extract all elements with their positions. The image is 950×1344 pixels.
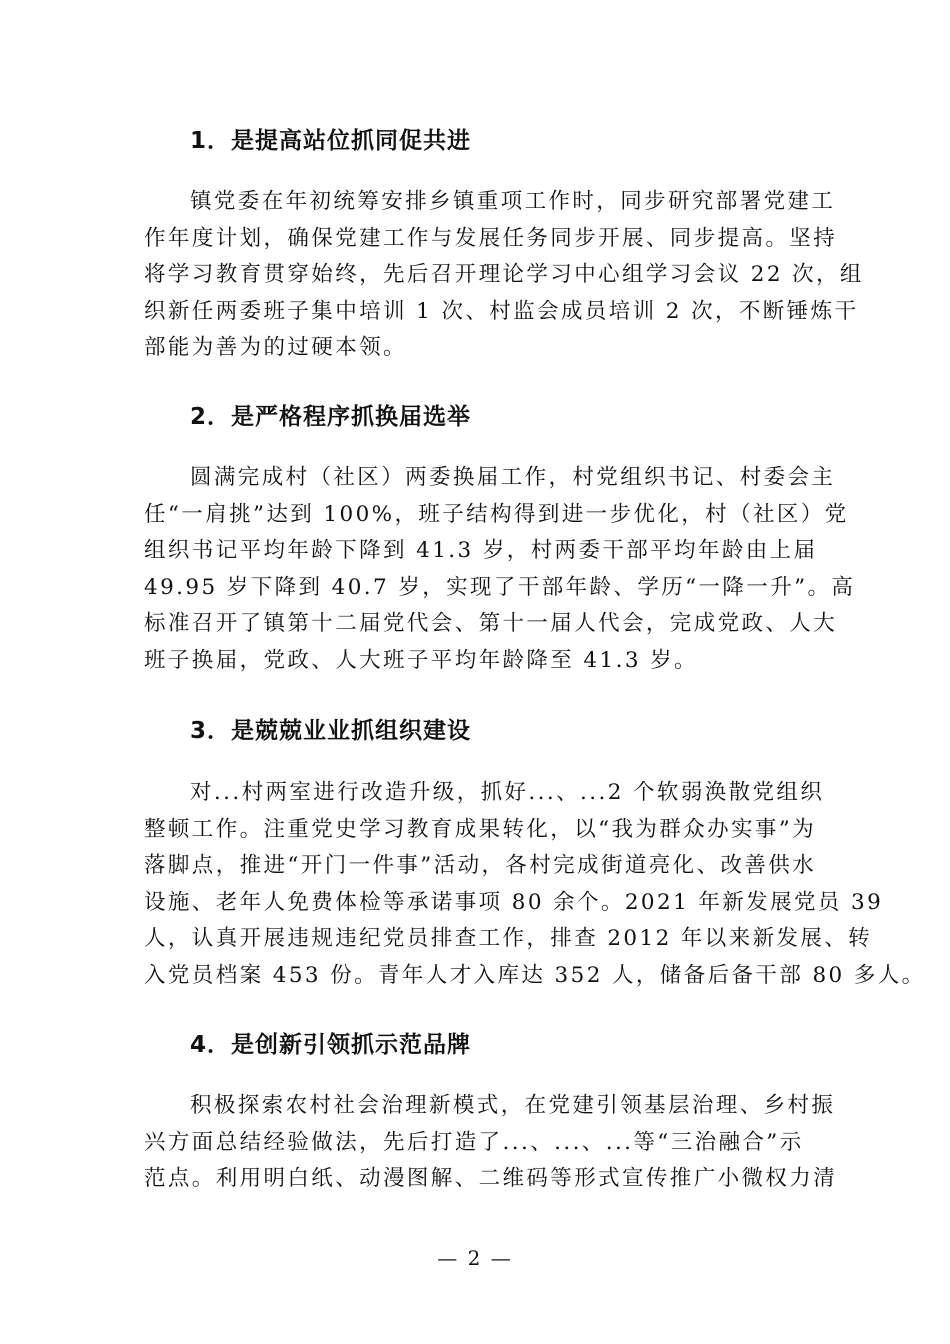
paragraph-line: 任“一肩挑”达到 100%，班子结构得到进一步优化，村（社区）党	[144, 501, 849, 527]
paragraph-line: 人，认真开展违规违纪党员排查工作，排查 2012 年以来新发展、转	[144, 926, 873, 951]
section-heading-4: 4．是创新引领抓示范品牌	[190, 1032, 472, 1058]
paragraph-line: 入党员档案 453 份。青年人才入库达 352 人，储备后备干部 80 多人。	[144, 962, 926, 988]
paragraph-line: 积极探索农村社会治理新模式，在党建引领基层治理、乡村振	[190, 1093, 836, 1118]
section-heading-1: 1．是提高站位抓同促共进	[190, 128, 472, 154]
paragraph-line: 组织书记平均年龄下降到 41.3 岁，村两委干部平均年龄由上届	[144, 538, 818, 563]
paragraph-line: 圆满完成村（社区）两委换届工作，村党组织书记、村委会主	[190, 465, 836, 490]
paragraph-line: 设施、老年人免费体检等承诺事项 80 余个。2021 年新发展党员 39	[144, 889, 884, 915]
paragraph-line: 织新任两委班子集中培训 1 次、村监会成员培训 2 次，不断锤炼干	[144, 298, 859, 324]
paragraph-line: 49.95 岁下降到 40.7 岁，实现了干部年龄、学历“一降一升”。高	[144, 574, 856, 600]
section-paragraph-4	[144, 1088, 838, 1198]
paragraph-line: 将学习教育贯穿始终，先后召开理论学习中心组学习会议 22 次，组	[144, 262, 864, 287]
paragraph-line: 部能为善为的过硬本领。	[144, 335, 407, 360]
paragraph-line: 对...村两室进行改造升级，抓好...、...2 个软弱涣散党组织	[190, 780, 825, 805]
page-number: — 2 —	[437, 1246, 513, 1270]
paragraph-line: 班子换届，党政、人大班子平均年龄降至 41.3 岁。	[144, 647, 698, 673]
section-paragraph-3	[144, 775, 926, 994]
paragraph-line: 整顿工作。注重党史学习教育成果转化，以“我为群众办实事”为	[144, 816, 817, 842]
section-paragraph-2	[144, 460, 856, 679]
paragraph-line: 落脚点，推进“开门一件事”活动，各村完成街道亮化、改善供水	[144, 853, 817, 878]
section-heading-2: 2．是严格程序抓换届选举	[190, 404, 472, 430]
paragraph-line: 镇党委在年初统筹安排乡镇重项工作时，同步研究部署党建工	[190, 189, 836, 214]
section-paragraph-1	[144, 184, 864, 367]
paragraph-line: 标准召开了镇第十二届党代会、第十一届人代会，完成党政、人大	[144, 611, 838, 636]
paragraph-line: 兴方面总结经验做法，先后打造了...、...、...等“三治融合”示	[144, 1129, 804, 1155]
paragraph-line: 作年度计划，确保党建工作与发展任务同步开展、同步提高。坚持	[144, 225, 838, 251]
section-heading-3: 3．是兢兢业业抓组织建设	[190, 718, 472, 744]
paragraph-line: 范点。利用明白纸、动漫图解、二维码等形式宣传推广小微权力清	[144, 1166, 838, 1191]
